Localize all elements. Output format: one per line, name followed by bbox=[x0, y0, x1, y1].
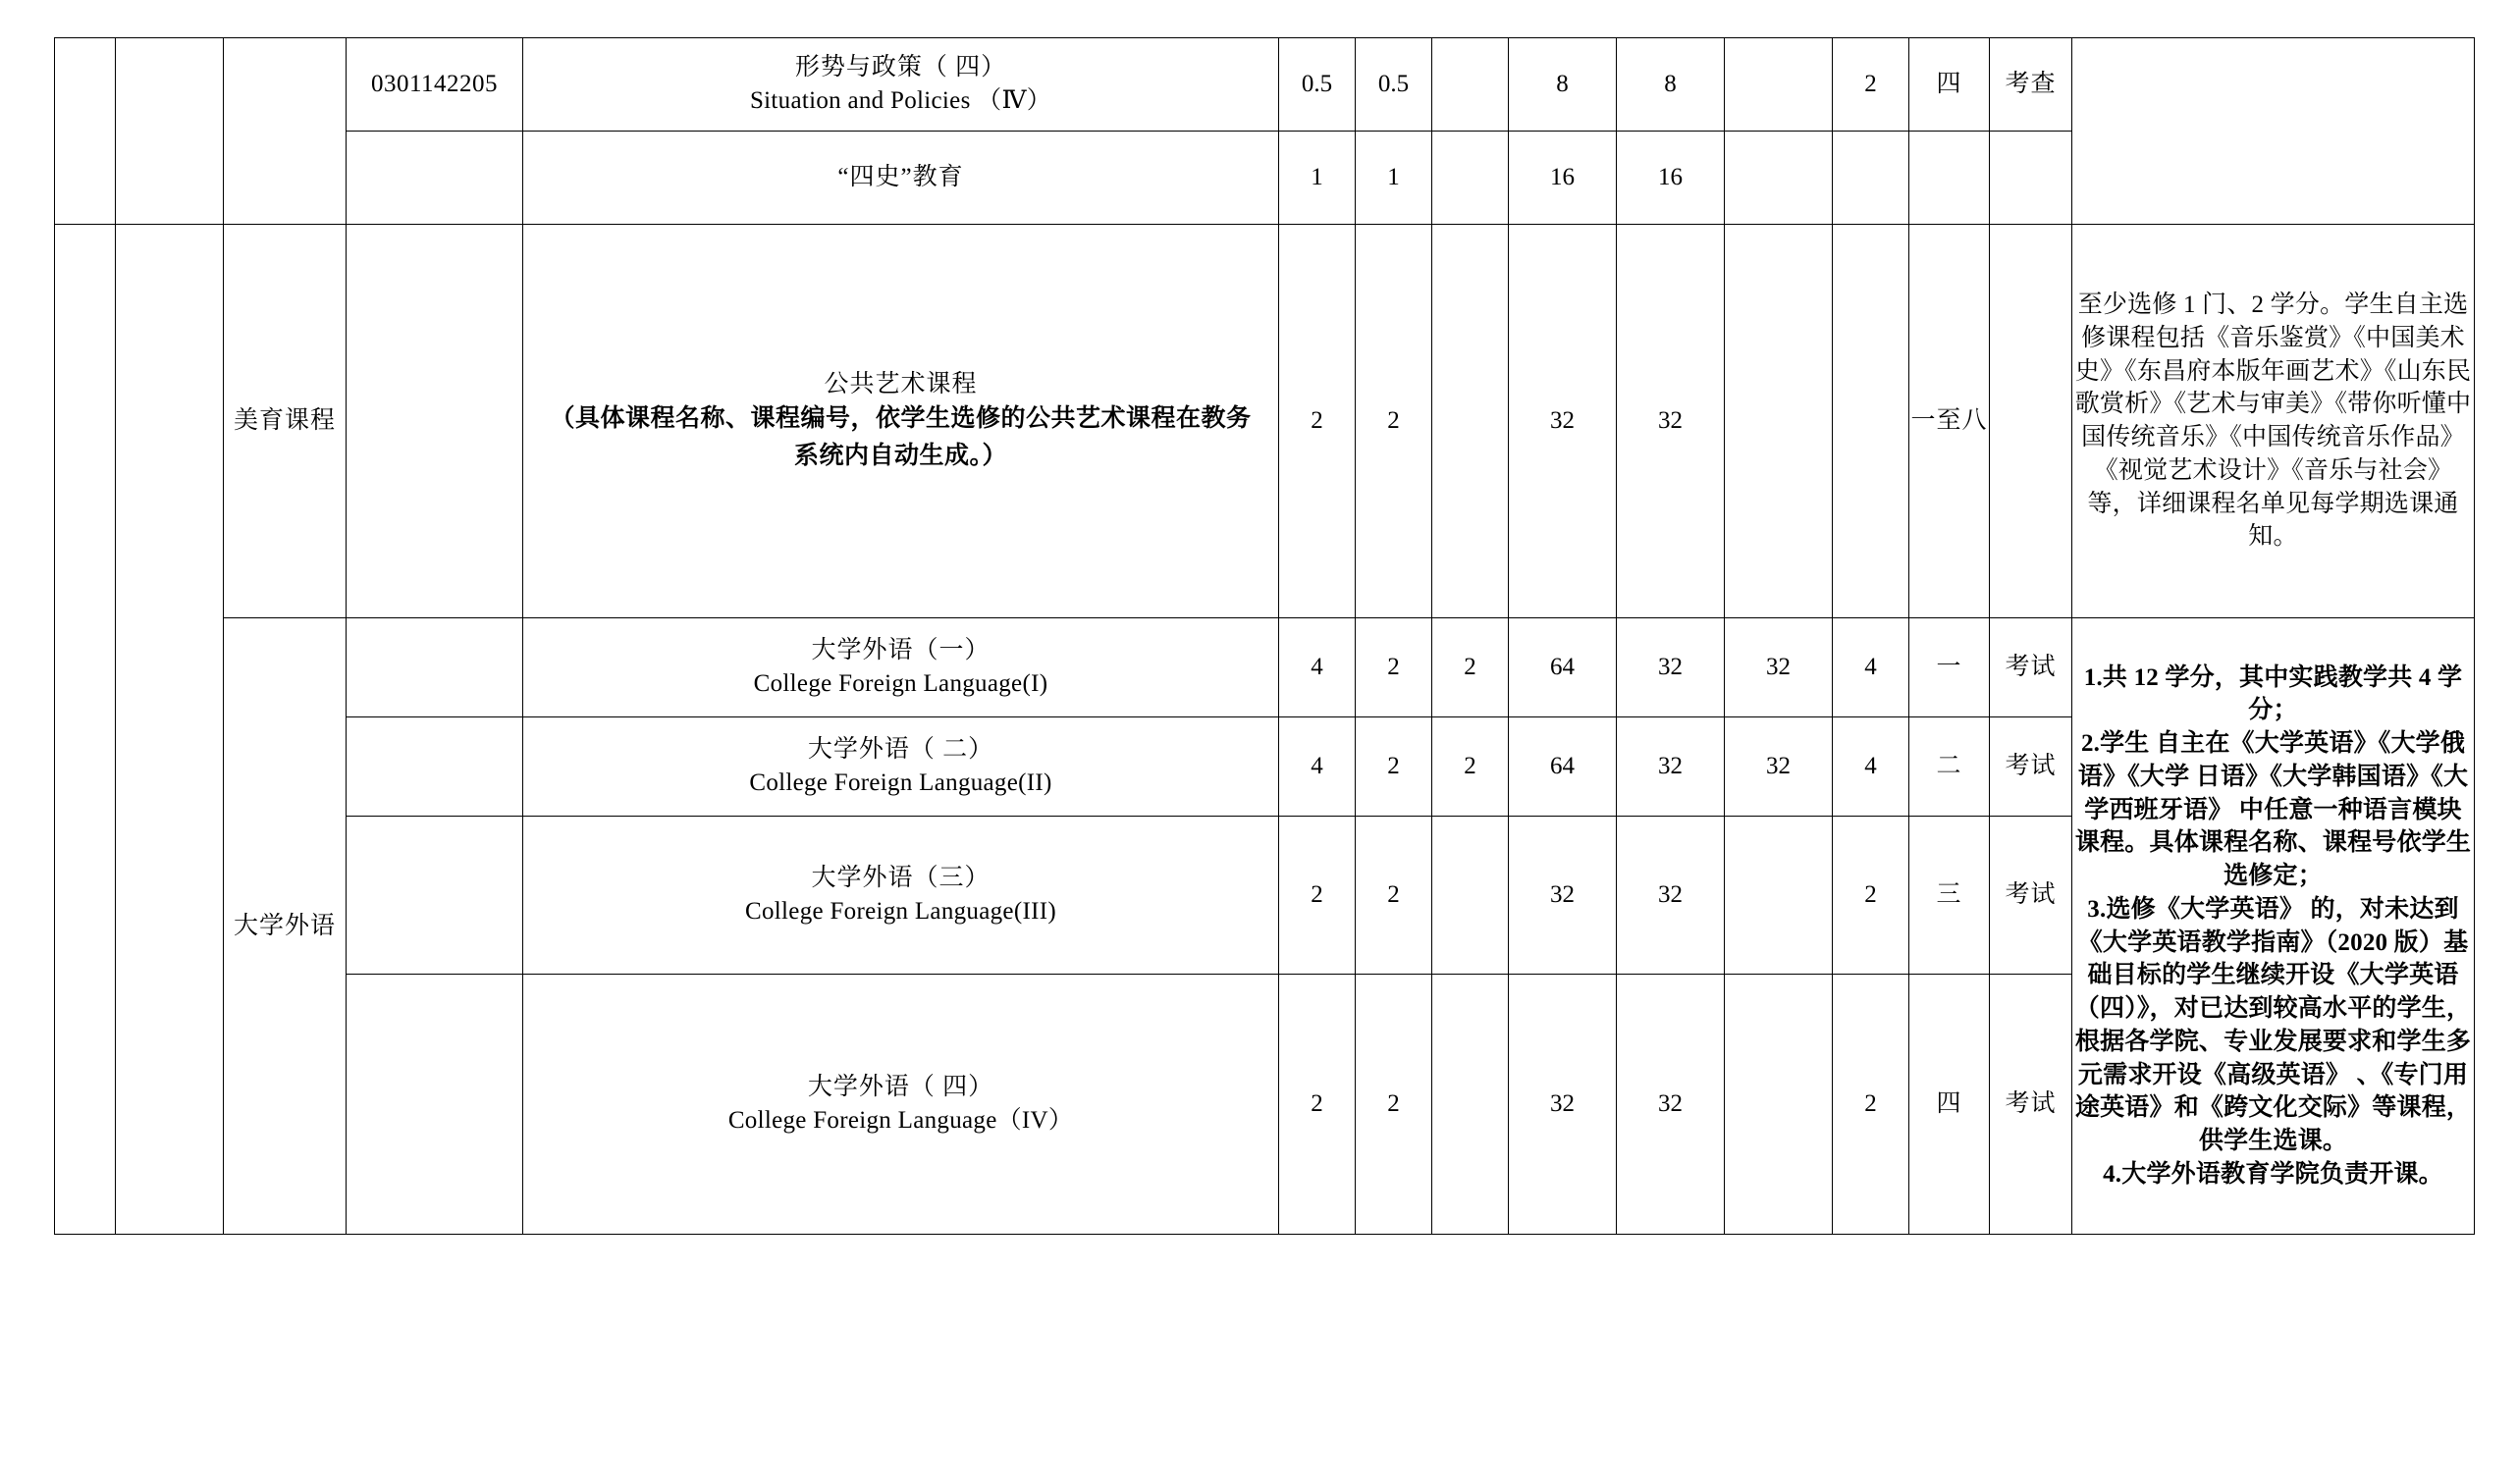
total-hours: 32 bbox=[1509, 975, 1617, 1235]
course-code bbox=[347, 817, 523, 975]
remark-line-3: 3.选修《大学英语》 的，对未达到《大学英语教学指南》（2020 版）基础目标的学生继续开设《大学英语（四）》，对已达到较高水平的学生，根据各学院、专业发展要求和学生多元需求开设《高级英语》 、《专门用途英语》和《跨文化交际》等课程，供学生选课。 bbox=[2074, 895, 2472, 1154]
term: 四 bbox=[1909, 975, 1990, 1235]
assessment: 考试 bbox=[1990, 975, 2072, 1235]
assessment: 考试 bbox=[1990, 618, 2072, 717]
practice-hours bbox=[1725, 975, 1833, 1235]
theory-hours: 32 bbox=[1617, 225, 1725, 618]
remark bbox=[2072, 38, 2475, 225]
term: 一 bbox=[1909, 618, 1990, 717]
credits: 2 bbox=[1279, 817, 1356, 975]
course-name-cn: 大学外语（三） bbox=[811, 865, 991, 892]
course-name-en: College Foreign Language（IV） bbox=[727, 1107, 1074, 1134]
credits: 1 bbox=[1279, 132, 1356, 225]
assessment bbox=[1990, 132, 2072, 225]
weekly-hours bbox=[1833, 225, 1909, 618]
remark-foreign-language bbox=[2072, 618, 2475, 1235]
table-row bbox=[55, 38, 2475, 132]
theory-credits: 2 bbox=[1356, 975, 1432, 1235]
course-name-en: College Foreign Language(III) bbox=[745, 898, 1056, 925]
course-code bbox=[347, 717, 523, 817]
total-hours: 32 bbox=[1509, 817, 1617, 975]
curriculum-table bbox=[54, 37, 2475, 1235]
total-hours: 16 bbox=[1509, 132, 1617, 225]
table-row bbox=[55, 225, 2475, 618]
total-hours: 8 bbox=[1509, 38, 1617, 132]
total-hours: 64 bbox=[1509, 618, 1617, 717]
course-code bbox=[347, 132, 523, 225]
theory-hours: 32 bbox=[1617, 817, 1725, 975]
total-hours: 64 bbox=[1509, 717, 1617, 817]
theory-credits: 2 bbox=[1356, 717, 1432, 817]
assessment: 考试 bbox=[1990, 817, 2072, 975]
course-name-en: College Foreign Language(I) bbox=[753, 670, 1048, 697]
course-name-cn: 大学外语（ 二） bbox=[807, 736, 994, 764]
weekly-hours: 4 bbox=[1833, 618, 1909, 717]
course-name bbox=[523, 225, 1279, 618]
course-name-en: College Foreign Language(II) bbox=[749, 769, 1052, 796]
practice-hours bbox=[1725, 38, 1833, 132]
row-col-b bbox=[116, 225, 224, 1235]
course-name bbox=[523, 38, 1279, 132]
row-col-b bbox=[116, 38, 224, 225]
course-name-en: Situation and Policies （Ⅳ） bbox=[749, 87, 1052, 114]
practice-hours bbox=[1725, 817, 1833, 975]
practice-hours: 32 bbox=[1725, 618, 1833, 717]
category-label-foreign-language: 大学外语 bbox=[224, 618, 347, 1235]
credits: 2 bbox=[1279, 225, 1356, 618]
course-name bbox=[523, 975, 1279, 1235]
weekly-hours: 4 bbox=[1833, 717, 1909, 817]
course-note: （具体课程名称、课程编号，依学生选修的公共艺术课程在教务系统内自动生成。） bbox=[550, 405, 1252, 469]
course-name-cn: 公共艺术课程 bbox=[824, 370, 978, 398]
weekly-hours: 2 bbox=[1833, 38, 1909, 132]
course-code bbox=[347, 975, 523, 1235]
row-col-c bbox=[224, 38, 347, 225]
assessment: 考试 bbox=[1990, 717, 2072, 817]
practice-hours bbox=[1725, 132, 1833, 225]
course-name-cn: 大学外语（ 四） bbox=[807, 1074, 994, 1101]
practice-hours: 32 bbox=[1725, 717, 1833, 817]
course-name-cn: “四史”教育 bbox=[837, 164, 964, 191]
remark-line-2: 2.学生 自主在《大学英语》《大学俄语》《大学 日语》《大学韩国语》《大学西班牙语》 中任意一种语言模块课程。具体课程名称、课程号依学生选修定； bbox=[2074, 730, 2472, 889]
theory-hours: 32 bbox=[1617, 717, 1725, 817]
row-col-a bbox=[55, 225, 116, 1235]
course-name-cn: 形势与政策（ 四） bbox=[794, 54, 1007, 81]
weekly-hours bbox=[1833, 132, 1909, 225]
theory-hours: 32 bbox=[1617, 618, 1725, 717]
practice-credits: 2 bbox=[1432, 717, 1509, 817]
theory-credits: 0.5 bbox=[1356, 38, 1432, 132]
credits: 4 bbox=[1279, 717, 1356, 817]
assessment: 考查 bbox=[1990, 38, 2072, 132]
term: 三 bbox=[1909, 817, 1990, 975]
term: 二 bbox=[1909, 717, 1990, 817]
course-name bbox=[523, 132, 1279, 225]
course-name-cn: 大学外语（一） bbox=[811, 637, 991, 664]
course-name bbox=[523, 717, 1279, 817]
table-row bbox=[55, 618, 2475, 717]
total-hours: 32 bbox=[1509, 225, 1617, 618]
practice-credits bbox=[1432, 975, 1509, 1235]
credits: 2 bbox=[1279, 975, 1356, 1235]
practice-credits bbox=[1432, 817, 1509, 975]
credits: 0.5 bbox=[1279, 38, 1356, 132]
theory-credits: 2 bbox=[1356, 817, 1432, 975]
practice-credits: 2 bbox=[1432, 618, 1509, 717]
weekly-hours: 2 bbox=[1833, 817, 1909, 975]
theory-hours: 32 bbox=[1617, 975, 1725, 1235]
practice-hours bbox=[1725, 225, 1833, 618]
course-name bbox=[523, 618, 1279, 717]
assessment bbox=[1990, 225, 2072, 618]
course-code bbox=[347, 618, 523, 717]
term: 一至八 bbox=[1909, 225, 1990, 618]
category-label-aesthetic: 美育课程 bbox=[224, 225, 347, 618]
weekly-hours: 2 bbox=[1833, 975, 1909, 1235]
remark-line-4: 4.大学外语教育学院负责开课。 bbox=[2103, 1160, 2443, 1188]
term: 四 bbox=[1909, 38, 1990, 132]
practice-credits bbox=[1432, 225, 1509, 618]
row-col-a bbox=[55, 38, 116, 225]
practice-credits bbox=[1432, 132, 1509, 225]
term bbox=[1909, 132, 1990, 225]
theory-credits: 2 bbox=[1356, 225, 1432, 618]
remark: 至少选修 1 门、2 学分。学生自主选修课程包括《音乐鉴赏》《中国美术史》《东昌府本版年画艺术》《山东民歌赏析》《艺术与审美》《带你听懂中国传统音乐》《中国传统音乐作品》《视觉艺术设计》《音乐与社会》等，详细课程名单见每学期选课通知。 bbox=[2072, 225, 2475, 618]
theory-credits: 2 bbox=[1356, 618, 1432, 717]
remark-line-1: 1.共 12 学分，其中实践教学共 4 学分； bbox=[2083, 663, 2463, 724]
theory-hours: 16 bbox=[1617, 132, 1725, 225]
theory-credits: 1 bbox=[1356, 132, 1432, 225]
practice-credits bbox=[1432, 38, 1509, 132]
credits: 4 bbox=[1279, 618, 1356, 717]
course-name bbox=[523, 817, 1279, 975]
theory-hours: 8 bbox=[1617, 38, 1725, 132]
course-code: 0301142205 bbox=[347, 38, 523, 132]
course-code bbox=[347, 225, 523, 618]
